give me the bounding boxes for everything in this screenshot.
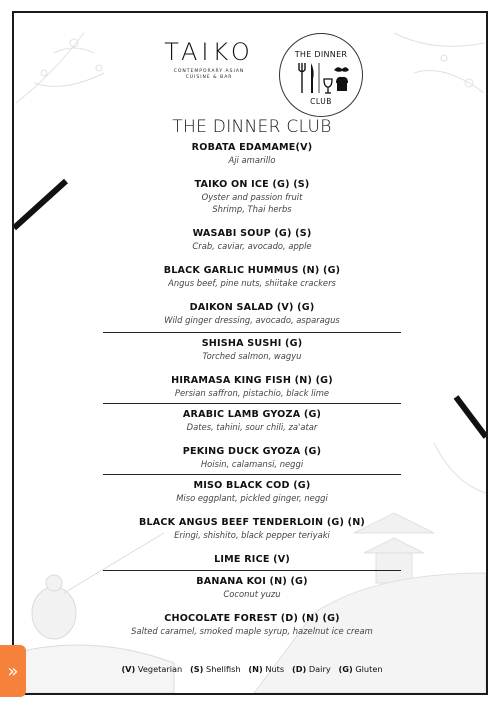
legend-label: Nuts bbox=[265, 664, 285, 674]
brand-name: TAIKO bbox=[164, 38, 254, 66]
section-divider bbox=[103, 403, 401, 404]
legend-code: (V) bbox=[121, 664, 136, 674]
legend-code: (D) bbox=[291, 664, 307, 674]
item-name: ARABIC LAMB GYOZA (G) bbox=[182, 409, 322, 420]
legend-label: Shellfish bbox=[206, 664, 241, 674]
menu-item bbox=[14, 612, 488, 637]
legend-label: Dairy bbox=[308, 664, 331, 674]
item-description: Aji amarillo bbox=[228, 155, 276, 165]
menu-item bbox=[14, 516, 488, 541]
legend-item bbox=[248, 664, 284, 674]
expand-panel-button[interactable] bbox=[0, 645, 26, 697]
item-name: CHOCOLATE FOREST (D) (N) (G) bbox=[164, 613, 340, 624]
item-description: Shrimp, Thai herbs bbox=[212, 204, 292, 214]
legend-item bbox=[121, 664, 182, 674]
item-name: BANANA KOI (N) (G) bbox=[196, 576, 308, 587]
menu-item bbox=[14, 408, 488, 433]
item-name: ROBATA EDAMAME(V) bbox=[191, 142, 313, 153]
fork-icon bbox=[299, 63, 305, 93]
legend-code: (G) bbox=[338, 664, 353, 674]
item-name: LIME RICE (V) bbox=[214, 554, 290, 565]
item-name: BLACK ANGUS BEEF TENDERLOIN (G) (N) bbox=[138, 517, 366, 528]
legend-code: (N) bbox=[248, 664, 263, 674]
item-description: Coconut yuzu bbox=[223, 589, 281, 599]
menu-item bbox=[14, 337, 488, 362]
double-chevron-right-icon: » bbox=[7, 660, 19, 682]
dinner-club-badge bbox=[279, 33, 363, 117]
menu-item bbox=[14, 227, 488, 252]
badge-icons bbox=[294, 61, 350, 95]
legend-code: (S) bbox=[190, 664, 204, 674]
item-description: Oyster and passion fruit bbox=[201, 192, 303, 202]
item-description: Wild ginger dressing, avocado, asparagus bbox=[164, 315, 340, 325]
item-name: TAIKO ON ICE (G) (S) bbox=[194, 179, 310, 190]
knife-icon bbox=[311, 63, 314, 93]
taiko-logo bbox=[159, 39, 259, 81]
item-name: WASABI SOUP (G) (S) bbox=[192, 228, 312, 239]
item-description: Salted caramel, smoked maple syrup, hazelnut ice cream bbox=[131, 626, 373, 636]
glass-icon bbox=[324, 79, 332, 93]
section-divider bbox=[103, 474, 401, 475]
menu-item bbox=[14, 301, 488, 326]
badge-top-text: THE DINNER bbox=[294, 50, 348, 59]
menu-title: THE DINNER CLUB bbox=[172, 117, 332, 137]
badge-bottom-text: CLUB bbox=[310, 97, 332, 106]
item-description: Angus beef, pine nuts, shiitake crackers bbox=[168, 278, 336, 288]
item-name: SHISHA SUSHI (G) bbox=[201, 338, 303, 349]
legend-item bbox=[338, 664, 382, 674]
item-name: BLACK GARLIC HUMMUS (N) (G) bbox=[163, 265, 341, 276]
item-description: Dates, tahini, sour chili, za'atar bbox=[186, 422, 318, 432]
brand-subtitle-1: CONTEMPORARY ASIAN bbox=[173, 69, 245, 74]
item-description: Miso eggplant, pickled ginger, neggi bbox=[176, 493, 328, 503]
menu-item bbox=[14, 141, 488, 166]
menu-list bbox=[14, 141, 488, 637]
menu-item bbox=[14, 178, 488, 215]
item-description: Persian saffron, pistachio, black lime bbox=[174, 388, 330, 398]
section-divider bbox=[103, 570, 401, 571]
item-name: DAIKON SALAD (V) (G) bbox=[189, 302, 315, 313]
menu-item bbox=[14, 445, 488, 470]
menu-item bbox=[14, 374, 488, 399]
item-description: Eringi, shishito, black pepper teriyaki bbox=[174, 530, 330, 540]
legend-item bbox=[292, 664, 331, 674]
moustache-icon bbox=[334, 67, 349, 72]
item-description: Crab, caviar, avocado, apple bbox=[192, 241, 312, 251]
menu-item bbox=[14, 479, 488, 504]
item-name: MISO BLACK COD (G) bbox=[193, 480, 311, 491]
menu-item bbox=[14, 575, 488, 600]
hat-icon bbox=[336, 77, 348, 91]
section-divider bbox=[103, 332, 401, 333]
item-description: Torched salmon, wagyu bbox=[202, 351, 302, 361]
legend-label: Gluten bbox=[355, 664, 383, 674]
menu-item bbox=[14, 553, 488, 566]
legend-label: Vegetarian bbox=[137, 664, 183, 674]
item-description: Hoisin, calamansi, neggi bbox=[200, 459, 304, 469]
item-name: HIRAMASA KING FISH (N) (G) bbox=[171, 375, 333, 386]
item-name: PEKING DUCK GYOZA (G) bbox=[182, 446, 322, 457]
allergen-legend bbox=[14, 664, 488, 674]
legend-item bbox=[190, 664, 241, 674]
menu-item bbox=[14, 264, 488, 289]
menu-page bbox=[12, 11, 488, 695]
brand-subtitle-2: CUISINE & BAR bbox=[185, 75, 233, 80]
